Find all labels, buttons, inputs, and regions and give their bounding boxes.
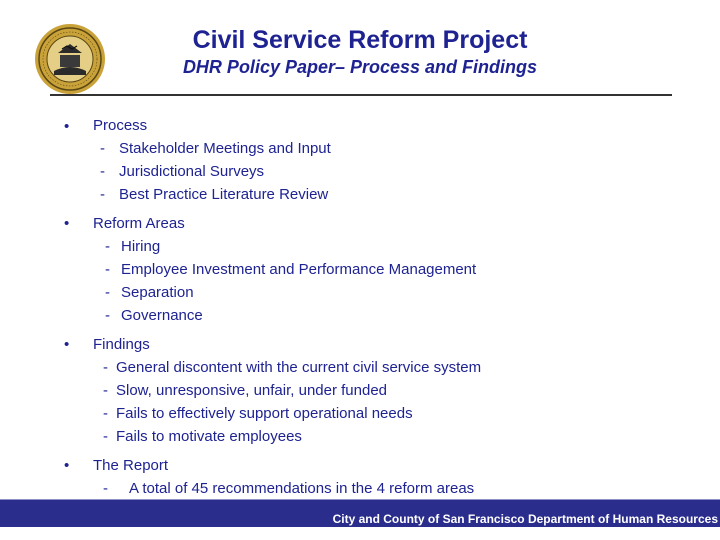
list-item: Hiring xyxy=(121,238,161,255)
dash-icon: - xyxy=(103,382,108,399)
section-heading-findings: Findings xyxy=(93,336,150,353)
footer-text: City and County of San Francisco Department of Human Resources xyxy=(332,512,718,526)
dash-icon: - xyxy=(105,307,110,324)
dash-icon: - xyxy=(100,163,105,180)
list-item: Jurisdictional Surveys xyxy=(119,163,265,180)
list-item: Fails to effectively support operational needs xyxy=(116,405,413,422)
list-item: Governance xyxy=(121,307,203,324)
dash-icon: - xyxy=(105,261,110,278)
section-heading-reform-areas: Reform Areas xyxy=(93,215,185,232)
dash-icon: - xyxy=(105,238,110,255)
section-heading-process: Process xyxy=(93,117,148,134)
list-item: Slow, unresponsive, unfair, under funded xyxy=(116,382,388,399)
dash-icon: - xyxy=(105,284,110,301)
page-subtitle: DHR Policy Paper– Process and Findings xyxy=(182,57,538,77)
dash-icon: - xyxy=(103,359,108,376)
section-heading-the-report: The Report xyxy=(93,457,169,474)
list-item: Employee Investment and Performance Management xyxy=(121,261,477,278)
dash-icon: - xyxy=(100,186,105,203)
bullet-icon: • xyxy=(64,336,70,353)
dash-icon: - xyxy=(103,428,108,445)
list-item: Stakeholder Meetings and Input xyxy=(119,140,331,157)
list-item: A total of 45 recommendations in the 4 reform areas xyxy=(129,480,475,497)
list-item: Best Practice Literature Review xyxy=(119,186,329,203)
dash-icon: - xyxy=(103,480,108,497)
bullet-icon: • xyxy=(64,118,70,135)
page-title: Civil Service Reform Project xyxy=(192,26,528,54)
bullet-icon: • xyxy=(64,457,70,474)
dash-icon: - xyxy=(103,405,108,422)
list-item: General discontent with the current civil service system xyxy=(116,359,482,376)
dash-icon: - xyxy=(100,140,105,157)
bullet-icon: • xyxy=(64,215,70,232)
list-item: Separation xyxy=(121,284,194,301)
list-item: Fails to motivate employees xyxy=(116,428,302,445)
